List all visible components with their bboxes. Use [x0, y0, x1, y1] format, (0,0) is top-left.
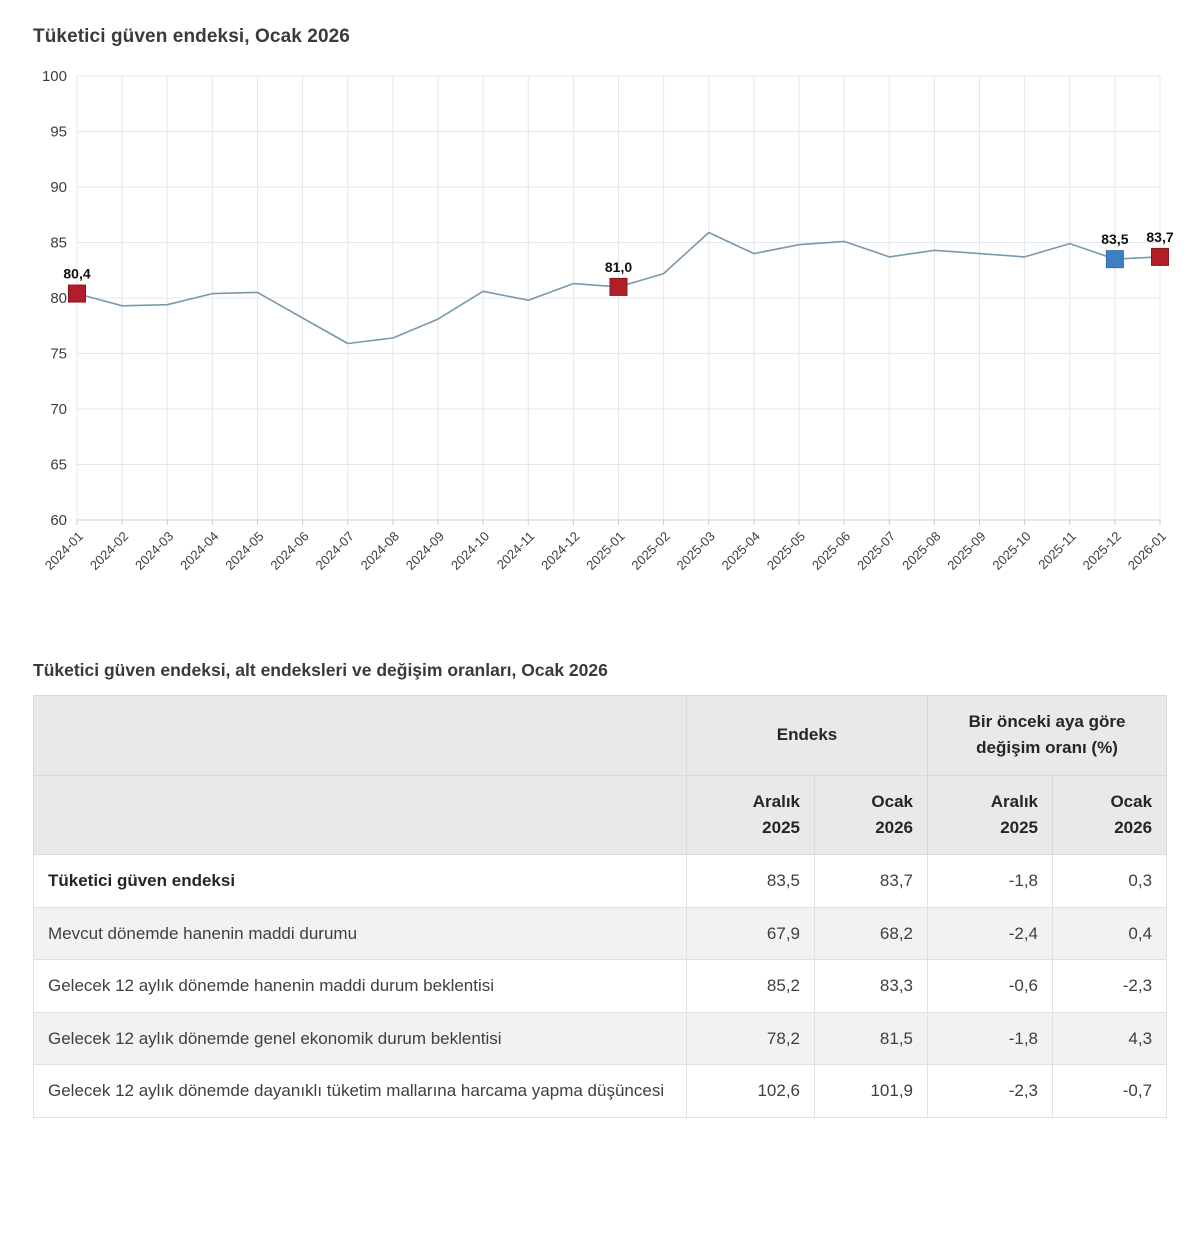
- x-axis-tick-label: 2025-03: [673, 528, 718, 573]
- marker-2025-01: [610, 278, 627, 295]
- x-axis-tick-label: 2024-05: [222, 528, 267, 573]
- cell-value: -0,6: [928, 960, 1053, 1013]
- header-aralik-2025-change: [928, 775, 1053, 855]
- marker-value-label: 81,0: [604, 258, 633, 275]
- table-header: [34, 696, 1167, 855]
- cell-value: 68,2: [815, 907, 928, 960]
- cell-value: 81,5: [815, 1012, 928, 1065]
- header-line: Ocak: [871, 791, 914, 811]
- header-line: Aralık: [752, 791, 800, 811]
- cell-value: 0,3: [1053, 855, 1167, 908]
- y-axis-tick-label: 70: [50, 401, 67, 418]
- cell-value: 4,3: [1053, 1012, 1167, 1065]
- x-axis-tick-label: 2024-10: [447, 528, 493, 573]
- y-axis-tick-label: 100: [41, 68, 67, 85]
- sub-indices-table: [33, 695, 1167, 1118]
- y-axis-tick-label: 65: [50, 456, 67, 474]
- table-row: [34, 855, 1167, 908]
- header-line: 2025: [762, 818, 800, 838]
- cell-value: -2,3: [1053, 960, 1167, 1013]
- consumer-confidence-line-chart: [0, 56, 1200, 608]
- x-axis-tick-label: 2024-07: [312, 528, 357, 573]
- x-axis-tick-label: 2025-02: [628, 528, 673, 573]
- header-line: 2026: [1114, 818, 1153, 838]
- y-axis-tick-label: 80: [50, 290, 67, 307]
- cell-value: -2,4: [928, 907, 1053, 960]
- y-axis-tick-label: 75: [50, 345, 67, 363]
- header-ocak-2026-endeks: [815, 775, 928, 855]
- header-line: Ocak: [1110, 791, 1153, 811]
- x-axis-tick-label: 2025-12: [1079, 528, 1124, 573]
- y-axis-tick-label: 95: [50, 123, 67, 141]
- x-axis-tick-label: 2025-04: [718, 528, 763, 573]
- cell-value: -1,8: [928, 1012, 1053, 1065]
- cell-value: -0,7: [1053, 1065, 1167, 1118]
- x-axis-tick-label: 2024-09: [402, 528, 448, 573]
- x-axis-tick-label: 2026-01: [1124, 528, 1170, 573]
- marker-value-label: 83,5: [1101, 231, 1129, 248]
- header-empty-cell: [34, 775, 687, 855]
- cell-value: -2,3: [928, 1065, 1053, 1118]
- cell-value: 85,2: [687, 960, 815, 1013]
- header-line: Aralık: [990, 791, 1039, 811]
- x-axis-tick-label: 2024-11: [493, 528, 538, 573]
- y-axis-tick-label: 85: [50, 234, 67, 252]
- header-ocak-2026-change: [1053, 775, 1167, 855]
- cell-value: 83,3: [815, 960, 928, 1013]
- row-label: Tüketici güven endeksi: [34, 855, 687, 908]
- row-label: Gelecek 12 aylık dönemde genel ekonomik durum beklentisi: [34, 1012, 687, 1065]
- header-aralik-2025-endeks: [687, 775, 815, 855]
- table-row: [34, 960, 1167, 1013]
- x-axis-tick-label: 2025-11: [1035, 528, 1079, 573]
- cell-value: 67,9: [687, 907, 815, 960]
- y-axis-tick-label: 90: [50, 179, 67, 196]
- cell-value: 83,7: [815, 855, 928, 908]
- cell-value: 83,5: [687, 855, 815, 908]
- row-label: Gelecek 12 aylık dönemde hanenin maddi durum beklentisi: [34, 960, 687, 1013]
- row-label: Gelecek 12 aylık dönemde dayanıklı tüketim mallarına harcama yapma düşüncesi: [34, 1065, 687, 1118]
- marker-2026-01: [1152, 248, 1169, 265]
- row-label: Mevcut dönemde hanenin maddi durumu: [34, 907, 687, 960]
- header-line: 2026: [875, 818, 914, 838]
- x-axis-tick-label: 2025-01: [583, 528, 628, 573]
- table-title: Tüketici güven endeksi, alt endeksleri ve değişim oranları, Ocak 2026: [33, 660, 608, 680]
- table-row: [34, 1065, 1167, 1118]
- marker-2025-12: [1106, 251, 1123, 268]
- x-axis-tick-label: 2025-09: [944, 528, 989, 573]
- header-line: 2025: [1000, 818, 1039, 838]
- y-axis-tick-label: 60: [50, 512, 67, 529]
- x-axis-tick-label: 2025-10: [989, 528, 1034, 573]
- header-empty-cell: [34, 696, 687, 776]
- cell-value: 101,9: [815, 1065, 928, 1118]
- x-axis-tick-label: 2024-03: [132, 528, 177, 573]
- x-axis-tick-label: 2024-08: [357, 528, 402, 573]
- x-axis-tick-label: 2024-04: [177, 528, 222, 573]
- x-axis-tick-label: 2024-06: [267, 528, 312, 573]
- table-row: [34, 907, 1167, 960]
- header-group-change: Bir önceki aya göre değişim oranı (%): [928, 696, 1167, 776]
- x-axis-tick-label: 2024-12: [538, 528, 583, 573]
- x-axis-tick-label: 2025-07: [854, 528, 899, 573]
- cell-value: 102,6: [687, 1065, 815, 1118]
- x-axis-tick-label: 2024-01: [41, 528, 87, 573]
- cell-value: 78,2: [687, 1012, 815, 1065]
- chart-title: Tüketici güven endeksi, Ocak 2026: [33, 26, 350, 47]
- marker-value-label: 80,4: [63, 265, 91, 282]
- cell-value: -1,8: [928, 855, 1053, 908]
- x-axis-tick-label: 2025-05: [763, 528, 809, 573]
- cell-value: 0,4: [1053, 907, 1167, 960]
- table-row: [34, 1012, 1167, 1065]
- marker-value-label: 83,7: [1146, 228, 1174, 245]
- header-group-endeks: Endeks: [687, 696, 928, 776]
- x-axis-tick-label: 2024-02: [86, 528, 132, 573]
- x-axis-tick-label: 2025-08: [899, 528, 944, 573]
- x-axis-tick-label: 2025-06: [808, 528, 854, 573]
- marker-2024-01: [69, 285, 86, 302]
